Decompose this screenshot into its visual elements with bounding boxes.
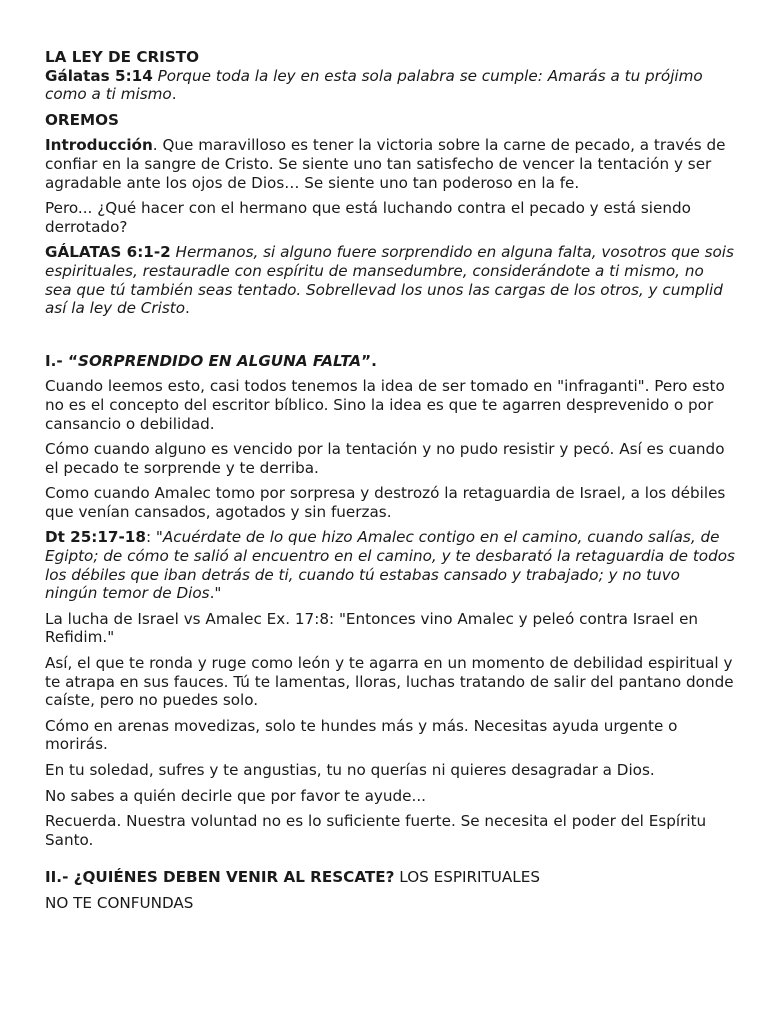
verse-galatas-6-1-2 [45,243,735,317]
paragraph-9: Recuerda. Nuestra voluntad no es lo suficiente fuerte. Se necesita el poder del Espíritu Santo. [45,812,707,849]
paragraph-1: Cuando leemos esto, casi todos tenemos la idea de ser tomado en "infraganti". Pero esto no es el concepto del escritor bíblico. Sino la idea es que te agarren desprevenido o por cansancio o debilidad. [45,377,725,433]
verse-ref: Dt 25:17-18 [45,528,146,547]
verse-text: Porque toda la ley en esta sola palabra se cumple: Amarás a tu prójimo como a ti mismo [45,66,703,104]
section-1-prefix: I.- “ [45,351,78,370]
intro-text: . Que maravilloso es tener la victoria sobre la carne de pecado, a través de confiar en la sangre de Cristo. Se siente uno tan satisfecho de vencer la tentación y ser agradable ante los ojos de Dios… Se siente uno tan poderoso en la fe. [45,136,726,192]
section-1-title: SORPRENDIDO EN ALGUNA FALTA [78,351,362,370]
document-page [45,48,735,913]
verse-end: ." [209,584,222,603]
paragraph-10: NO TE CONFUNDAS [45,893,194,912]
paragraph-8: No sabes a quién decirle que por favor te ayude... [45,786,426,805]
verse-ref: GÁLATAS 6:1-2 [45,243,171,262]
verse-end: . [185,299,190,318]
verse-end: . [171,85,177,104]
section-2-rest: LOS ESPIRITUALES [394,868,541,887]
verse-text: Hermanos, si alguno fuere sorprendido en alguna falta, vosotros que sois espirituales, restauradle con espíritu de mansedumbre, considerándote a ti mismo, no sea que tú también seas tentado. Sobrellevad los unos las cargas de los otros, y cumplid así la ley de Cristo [45,243,734,318]
paragraph-4: La lucha de Israel vs Amalec Ex. 17:8: "Entonces vino Amalec y peleó contra Israel en Refidim." [45,609,699,647]
paragraph-5: Así, el que te ronda y ruge como león y te agarra en un momento de debilidad espiritual y te atrapa en sus fauces. Tú te lamentas, lloras, luchas tratando de salir del pantano donde caíste, pero no puedes solo. [45,654,734,710]
verse-galatas-5-14 [45,67,735,104]
section-2-heading [45,868,735,887]
section-2-title: II.- ¿QUIÉNES DEBEN VENIR AL RESCATE? [45,868,395,887]
paragraph-7: En tu soledad, sufres y te angustias, tu no querías ni quieres desagradar a Dios. [45,761,655,779]
paragraph-2: Cómo cuando alguno es vencido por la tentación y no pudo resistir y pecó. Así es cuando el pecado te sorprende y te derriba. [45,440,725,477]
verse-text: Acuérdate de lo que hizo Amalec contigo en el camino, cuando salías, de Egipto; de cómo te salió al encuentro en el camino, y te desbarató la retaguardia de todos los débiles que iban detrás de ti, cuando tú estabas cansado y trabajado; y no tuvo ningún temor de Dios [45,528,735,603]
paragraph-6: Cómo en arenas movedizas, solo te hundes más y más. Necesitas ayuda urgente o morirás. [45,716,678,754]
verse-dt-25-17-18 [45,528,735,602]
doc-title: LA LEY DE CRISTO [45,48,200,66]
verse-colon: : " [145,528,163,547]
intro-label: Introducción [45,136,153,155]
verse-ref: Gálatas 5:14 [45,66,153,85]
oremos-heading: OREMOS [45,110,119,129]
intro-paragraph [45,136,735,192]
pero-paragraph: Pero... ¿Qué hacer con el hermano que está luchando contra el pecado y está siendo derrotado? [45,199,691,236]
paragraph-3: Como cuando Amalec tomo por sorpresa y destrozó la retaguardia de Israel, a los débiles que venían cansados, agotados y sin fuerzas. [45,484,726,521]
section-1-heading [45,352,735,371]
section-1-suffix: ”. [361,351,377,370]
